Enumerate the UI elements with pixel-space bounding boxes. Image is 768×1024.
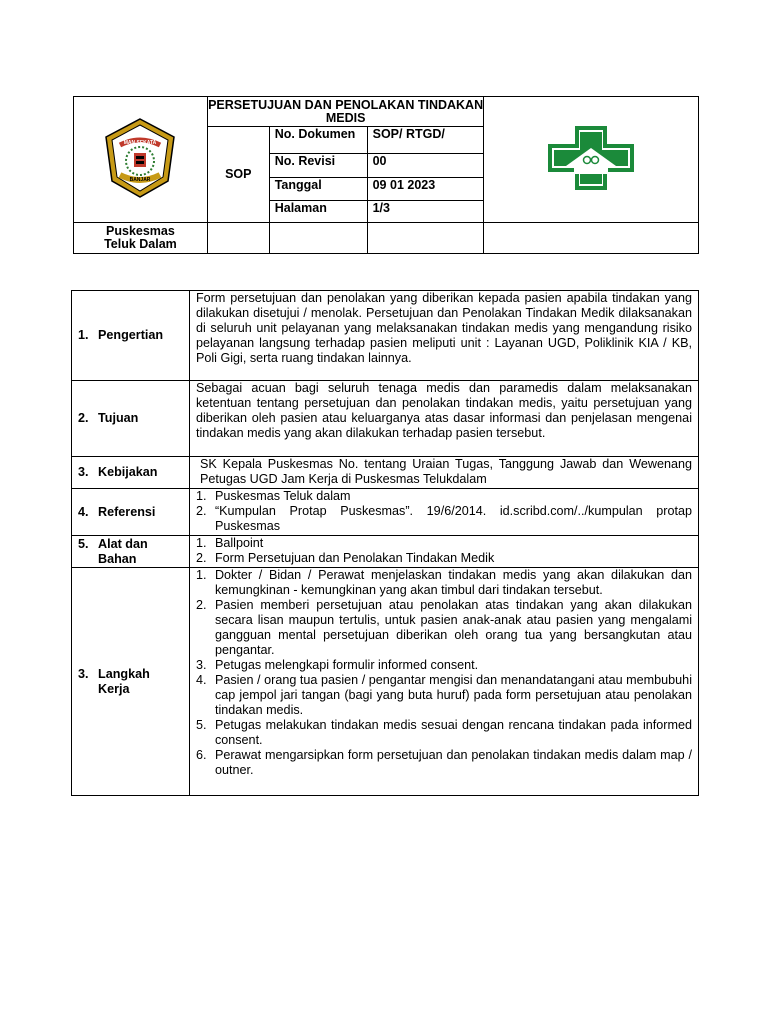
page-value: 1/3	[367, 201, 484, 223]
section-content: Sebagai acuan bagi seluruh tenaga medis dan paramedis dalam melaksanakan ketentuan tentang persetujuan dan penolakan tindakan medis, yaitu persetujuan yang diberikan oleh pasien atau keluarganya atas dasar informasi dan penjelasan mengenai tindakan medis yang akan dilakukan terhadap pasien tersebut.	[189, 381, 698, 457]
emblem-bottom-text: BANJAR	[130, 177, 151, 183]
list-item: 3. Petugas melengkapi formulir informed consent.	[195, 658, 479, 672]
regency-emblem-icon	[100, 115, 180, 201]
list-item: 6. Perawat mengarsipkan form persetujuan dan penolakan tindakan medis dalam map / outner.	[195, 748, 692, 777]
date-label: Tanggal	[269, 178, 367, 201]
date-value: 09 01 2023	[367, 178, 484, 201]
emblem-top-text: MAN SEKATA	[124, 140, 157, 146]
puskesmas-cross-icon	[546, 126, 636, 190]
revision-label: No. Revisi	[269, 154, 367, 178]
empty-cell	[367, 223, 484, 254]
section-row	[72, 568, 699, 796]
section-row	[72, 291, 699, 381]
list-item: 2. “Kumpulan Protap Puskesmas”. 19/6/2014. id.scribd.com/../kumpulan protap Puskesmas	[195, 504, 692, 533]
list-item: 1. Ballpoint	[195, 536, 264, 550]
reference-list	[196, 489, 692, 534]
section-heading: 4. Referensi	[72, 489, 190, 536]
list-item: 4. Pasien / orang tua pasien / pengantar mengisi dan menandatangani atau membubuhi cap jempol jari tangan (bagi yang buta huruf) pada form persetujuan atau penolakan tindakan medis.	[195, 673, 692, 717]
section-heading: 1. Pengertian	[72, 291, 190, 381]
puskesmas-name-text: Puskesmas Teluk Dalam	[104, 224, 177, 251]
list-item: 5. Petugas melakukan tindakan medis sesuai dengan rencana tindakan pada informed consent.	[195, 718, 692, 747]
empty-cell	[269, 223, 367, 254]
list-item: 2. Pasien memberi persetujuan atau penolakan atas tindakan yang akan dilakukan secara lisan maupun tertulis, untuk pasien anak-anak atau pasien yang mengalami gangguan mental persetujuan diberikan oleh orang tua yang bersangkutan atau pengantar.	[195, 598, 692, 657]
section-content	[189, 536, 698, 568]
section-content	[189, 568, 698, 796]
section-row	[72, 536, 699, 568]
section-heading: 2. Tujuan	[72, 381, 190, 457]
doc-number-label: No. Dokumen	[269, 127, 367, 154]
sop-content-table	[71, 290, 699, 796]
section-heading: 5. Alat dan Bahan	[72, 536, 190, 568]
document-header	[73, 96, 699, 254]
empty-cell	[484, 223, 699, 254]
puskesmas-name	[74, 223, 208, 254]
list-item: 2. Form Persetujuan dan Penolakan Tindakan Medik	[195, 551, 495, 565]
equipment-list	[196, 536, 692, 566]
empty-cell	[207, 223, 269, 254]
section-content	[189, 489, 698, 536]
page-label: Halaman	[269, 201, 367, 223]
sop-label: SOP	[207, 127, 269, 223]
doc-number-value: SOP/ RTGD/	[367, 127, 484, 154]
section-row	[72, 381, 699, 457]
list-item: 1. Puskesmas Teluk dalam	[195, 489, 351, 503]
document-title: PERSETUJUAN DAN PENOLAKAN TINDAKAN MEDIS	[208, 98, 484, 125]
section-content: Form persetujuan dan penolakan yang diberikan kepada pasien apabila tindakan yang dilakukan disetujui / menolak. Persetujuan dan Penolakan Tindakan Medik dilaksanakan di seluruh unit pelayanan yang melaksanakan tindakan medis yang mengandung risiko pelayanan langsung terhadap pasien meliputi unit : Layanan UGD, Poliklinik KIA / KB, Poli Gigi, serta ruang tindakan lainnya.	[189, 291, 698, 381]
left-logo-cell	[74, 97, 208, 223]
right-logo-cell	[484, 97, 699, 223]
list-item: 1. Dokter / Bidan / Perawat menjelaskan tindakan medis yang akan dilakukan dan kemungkinan - kemungkinan yang akan timbul dari tindakan tersebut.	[195, 568, 692, 597]
procedure-steps-list	[196, 568, 692, 778]
section-content: SK Kepala Puskesmas No. tentang Uraian Tugas, Tanggung Jawab dan Wewenang Petugas UGD Jam Kerja di Puskesmas Telukdalam	[189, 457, 698, 489]
revision-value: 00	[367, 154, 484, 178]
section-row	[72, 457, 699, 489]
section-row	[72, 489, 699, 536]
section-heading: 3. Langkah Kerja	[72, 568, 190, 796]
section-heading: 3. Kebijakan	[72, 457, 190, 489]
